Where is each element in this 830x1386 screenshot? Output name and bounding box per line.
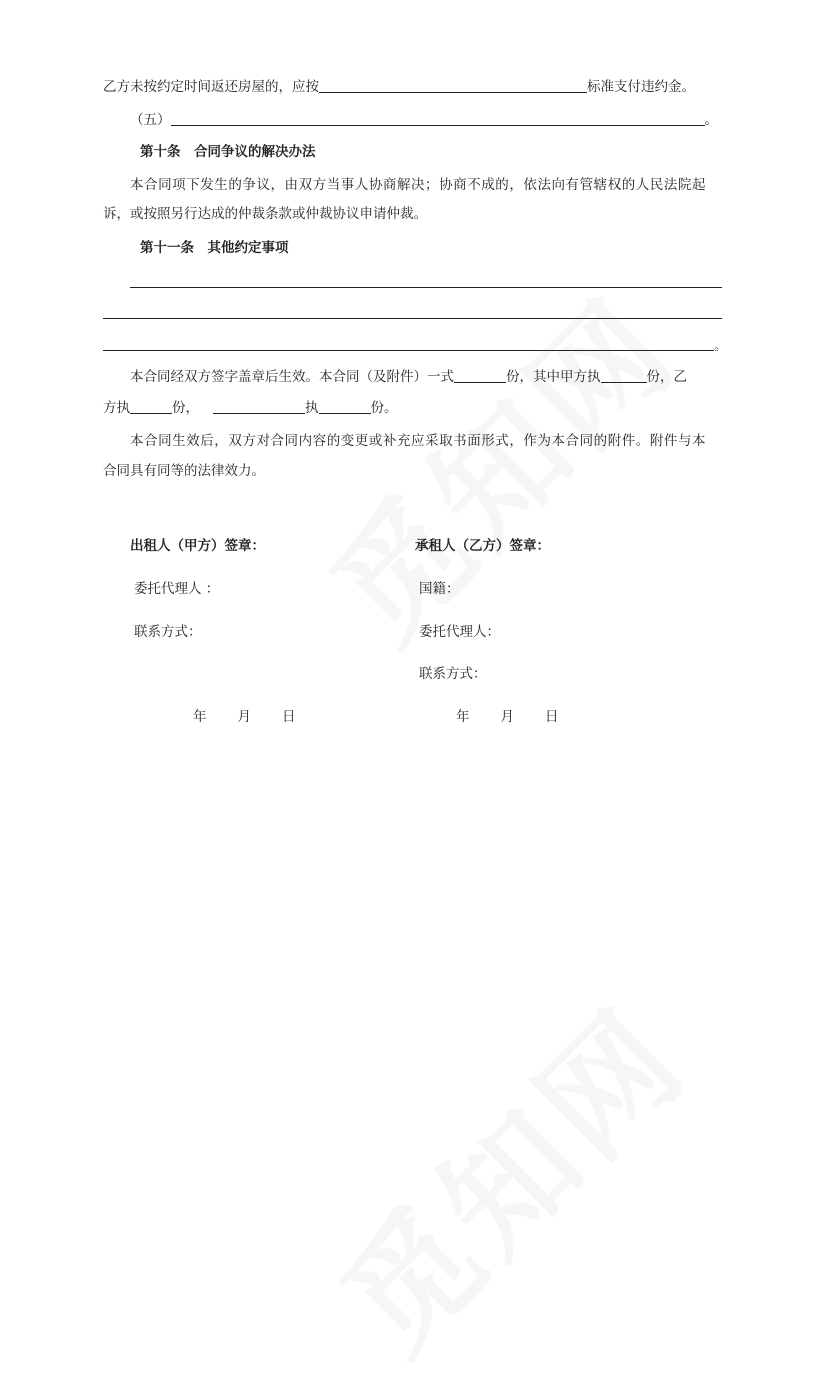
fill-blank[interactable] [213, 399, 305, 414]
copies-text: 执 [305, 400, 319, 416]
lessor-signature-heading: 出租人（甲方）签章： [130, 538, 265, 554]
date-day-label: 日 [545, 709, 559, 725]
copies-text: 方执 [103, 400, 130, 416]
copies-clause [103, 398, 398, 418]
fill-blank[interactable] [130, 399, 172, 414]
copies-text: 份， [172, 400, 199, 416]
copies-text: 份，乙 [646, 369, 687, 385]
lessee-signature-heading: 承租人（乙方）签章： [415, 538, 550, 554]
article-10-body: 本合同项下发生的争议，由双方当事人协商解决；协商不成的，依法向有管辖权的人民法院起 [130, 177, 707, 193]
effect-clause: 本合同生效后，双方对合同内容的变更或补充应采取书面形式，作为本合同的附件。附件与本 [130, 433, 707, 449]
fill-blank[interactable] [601, 368, 647, 383]
fill-blank[interactable] [454, 368, 506, 383]
article-11-end: 。 [714, 338, 728, 354]
effect-clause: 合同具有同等的法律效力。 [103, 463, 265, 479]
item-five [130, 110, 718, 130]
fill-line[interactable] [130, 287, 722, 288]
article-10-body: 诉，或按照另行达成的仲裁条款或仲裁协议申请仲裁。 [103, 206, 427, 222]
article-10-title: 第十条 合同争议的解决办法 [140, 144, 316, 160]
fill-blank[interactable] [319, 78, 587, 93]
item-five-label: （五） [130, 112, 171, 128]
lessee-agent-label: 委托代理人： [419, 624, 500, 640]
lessee-nationality-label: 国籍： [419, 581, 460, 597]
copies-text: 份。 [370, 400, 398, 416]
penalty-clause-text: 乙方未按约定时间返还房屋的，应按 [103, 79, 319, 95]
date-month-label: 月 [237, 709, 251, 725]
item-five-end: 。 [704, 112, 718, 128]
fill-line[interactable] [103, 350, 714, 351]
date-year-label: 年 [456, 709, 470, 725]
lessor-date [193, 707, 296, 727]
lessee-date [456, 707, 559, 727]
lessor-contact-label: 联系方式： [134, 624, 202, 640]
penalty-clause [103, 77, 695, 97]
fill-blank[interactable] [171, 111, 705, 126]
penalty-clause-text: 标准支付违约金。 [587, 79, 695, 95]
copies-clause [130, 367, 687, 387]
date-year-label: 年 [193, 709, 207, 725]
lessee-contact-label: 联系方式： [419, 666, 487, 682]
date-day-label: 日 [282, 709, 296, 725]
copies-text: 份，其中甲方执 [506, 369, 601, 385]
date-month-label: 月 [500, 709, 514, 725]
watermark [285, 251, 710, 676]
article-11-title: 第十一条 其他约定事项 [140, 240, 289, 256]
copies-text: 本合同经双方签字盖章后生效。本合同（及附件）一式 [130, 369, 454, 385]
fill-blank[interactable] [319, 399, 371, 414]
fill-line[interactable] [103, 318, 722, 319]
lessor-agent-label: 委托代理人 ： [134, 581, 220, 597]
